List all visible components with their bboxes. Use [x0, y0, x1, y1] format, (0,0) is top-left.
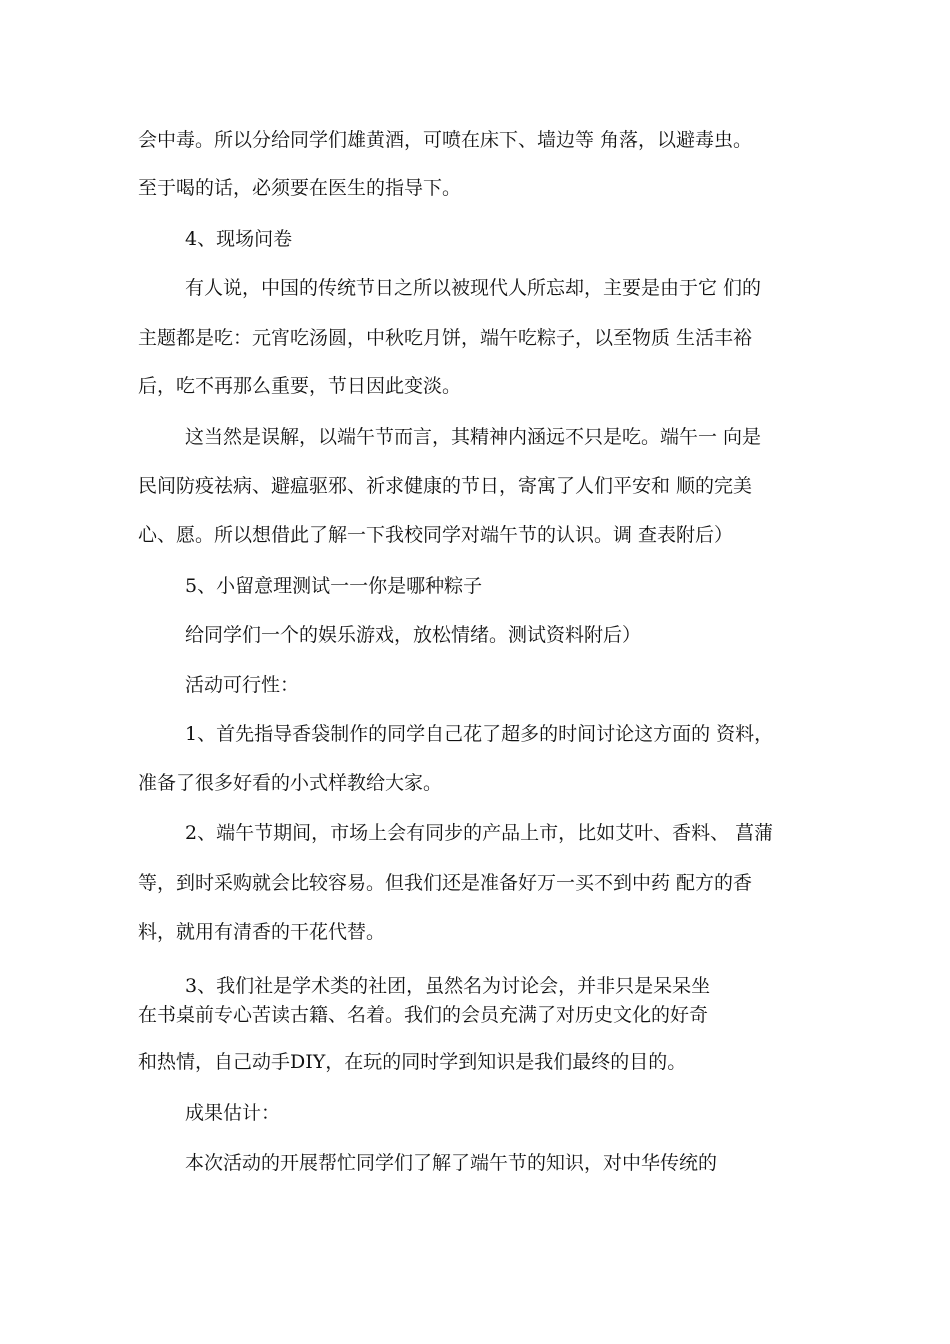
text-line: 心、愿。所以想借此了解一下我校同学对端午节的认识。调 查表附后）	[138, 524, 734, 546]
section-heading: 5、小留意理测试一一你是哪种粽子	[185, 575, 483, 597]
text-line: 料，就用有清香的干花代替。	[138, 921, 386, 943]
text-line: 至于喝的话，必须要在医生的指导下。	[138, 177, 462, 199]
text-line: 有人说，中国的传统节日之所以被现代人所忘却，主要是由于它 们的	[185, 277, 762, 299]
text-line: 本次活动的开展帮忙同学们了解了端午节的知识，对中华传统的	[185, 1152, 718, 1174]
text-line: 在书桌前专心苦读古籍、名着。我们的会员充满了对历史文化的好奇	[138, 1004, 709, 1026]
text-line: 会中毒。所以分给同学们雄黄酒，可喷在床下、墙边等 角落，以避毒虫。	[138, 129, 753, 151]
section-heading: 4、现场问卷	[185, 228, 293, 250]
text-line: 后，吃不再那么重要，节日因此变淡。	[138, 375, 462, 397]
text-line: 和热情，自己动手DIY，在玩的同时学到知识是我们最终的目的。	[138, 1051, 687, 1073]
text-line: 2、端午节期间，市场上会有同步的产品上市，比如艾叶、香料、 菖蒲	[185, 822, 774, 844]
text-line: 等，到时采购就会比较容易。但我们还是准备好万一买不到中药 配方的香	[138, 872, 753, 894]
text-line: 这当然是误解，以端午节而言，其精神内涵远不只是吃。端午一 向是	[185, 426, 762, 448]
text-line: 主题都是吃：元宵吃汤圆，中秋吃月饼，端午吃粽子，以至物质 生活丰裕	[138, 327, 753, 349]
text-line: 3、我们社是学术类的社团，虽然名为讨论会，并非只是呆呆坐	[185, 975, 711, 997]
text-line: 准备了很多好看的小式样教给大家。	[138, 772, 443, 794]
text-line: 给同学们一个的娱乐游戏，放松情绪。测试资料附后）	[185, 624, 642, 646]
section-heading: 成果估计：	[185, 1102, 281, 1124]
text-line: 民间防疫祛病、避瘟驱邪、祈求健康的节日，寄寓了人们平安和 顺的完美	[138, 475, 753, 497]
text-line: 1、首先指导香袋制作的同学自己花了超多的时间讨论这方面的 资料，	[185, 723, 774, 745]
section-heading: 活动可行性：	[185, 674, 300, 696]
